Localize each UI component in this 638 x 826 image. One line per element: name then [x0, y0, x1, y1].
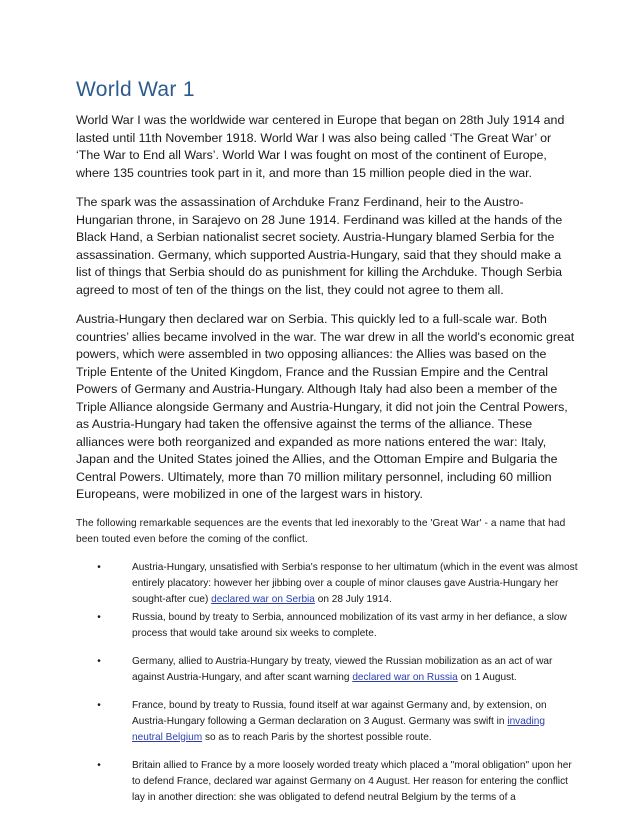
- paragraph-spark: The spark was the assassination of Archduke Franz Ferdinand, heir to the Austro-Hungarian throne, in Sarajevo on 28 June 1914. Ferdinand was killed at the hands of the Black Hand, a Serbian nationalist secret society. Austria-Hungary blamed Serbia for the assassination. Germany, which supported Austria-Hungary, said that they should make a list of things that Serbia should do as punishment for killing the Archduke. Though Serbia agreed to most of ten of the things on the list, they could not agree to them all.: [76, 195, 563, 297]
- event-text-before: Germany, allied to Austria-Hungary by treaty, viewed the Russian mobilization as an act of war against Austria-Hungary, and after scant warning: [132, 655, 553, 683]
- event-text-before: Britain allied to France by a more loosely worded treaty which placed a "moral obligation" upon her to defend France, declared war against Germany on 4 August. Her reason for entering the conflict lay in another direction: she was obligated to defend neutral Belgium by the terms of a: [132, 759, 572, 803]
- event-text-after: on 28 July 1914.: [314, 593, 392, 605]
- bullet-icon: •: [97, 699, 101, 711]
- event-text-before: Austria-Hungary, unsatisfied with Serbia's response to her ultimatum (which in the event was almost entirely placatory: however her jibbing over a couple of minor clauses gave Austria-Hungary her sought-after cue): [132, 561, 578, 605]
- link-declared-war-on-serbia[interactable]: declared war on Serbia: [211, 593, 315, 605]
- list-item: [92, 698, 578, 746]
- link-invading-neutral-belgium[interactable]: invading neutral Belgium: [132, 715, 545, 743]
- event-text-before: Russia, bound by treaty to Serbia, announced mobilization of its vast army in her defiance, a slow process that would take around six weeks to complete.: [132, 611, 567, 639]
- events-list: [76, 560, 578, 806]
- event-text-before: France, bound by treaty to Russia, found itself at war against Germany and, by extension, on Austria-Hungary following a German declaration on 3 August. Germany was swift in: [132, 699, 547, 727]
- bullet-icon: •: [97, 561, 101, 573]
- list-item: [92, 560, 578, 608]
- list-item: [92, 610, 578, 642]
- document-title: World War 1: [76, 78, 195, 101]
- bullet-icon: •: [97, 655, 101, 667]
- link-declared-war-on-russia[interactable]: declared war on Russia: [352, 671, 458, 683]
- event-text-after: on 1 August.: [457, 671, 517, 683]
- list-item: [92, 758, 578, 806]
- paragraph-alliances: Austria-Hungary then declared war on Serbia. This quickly led to a full-scale war. Both countries’ allies became involved in the war. The war drew in all the world's economic great powers, which were assembled in two opposing alliances: the Allies was based on the Triple Entente of the United Kingdom, France and the Russian Empire and the Central Powers of Germany and Austria-Hungary. Although Italy had also been a member of the Triple Alliance alongside Germany and Austria-Hungary, it did not join the Central Powers, as Austria-Hungary had taken the offensive against the terms of the alliance. These alliances were both reorganized and expanded as more nations entered the war: Italy, Japan and the United States joined the Allies, and the Ottoman Empire and Bulgaria the Central Powers. Ultimately, more than 70 million military personnel, including 60 million Europeans, were mobilized in one of the largest wars in history.: [76, 312, 575, 501]
- bullet-icon: •: [97, 611, 101, 623]
- list-item: [92, 654, 578, 686]
- paragraph-intro: World War I was the worldwide war centered in Europe that began on 28th July 1914 and lasted until 11th November 1918. World War I was also being called ‘The Great War’ or ‘The War to End all Wars’. World War I was fought on most of the continent of Europe, where 135 countries took part in it, and more than 15 million people died in the war.: [76, 113, 565, 180]
- bullet-icon: •: [97, 759, 101, 771]
- event-text-after: so as to reach Paris by the shortest possible route.: [202, 731, 432, 743]
- events-intro: The following remarkable sequences are the events that led inexorably to the 'Great War' - a name that had been touted even before the coming of the conflict.: [76, 517, 566, 545]
